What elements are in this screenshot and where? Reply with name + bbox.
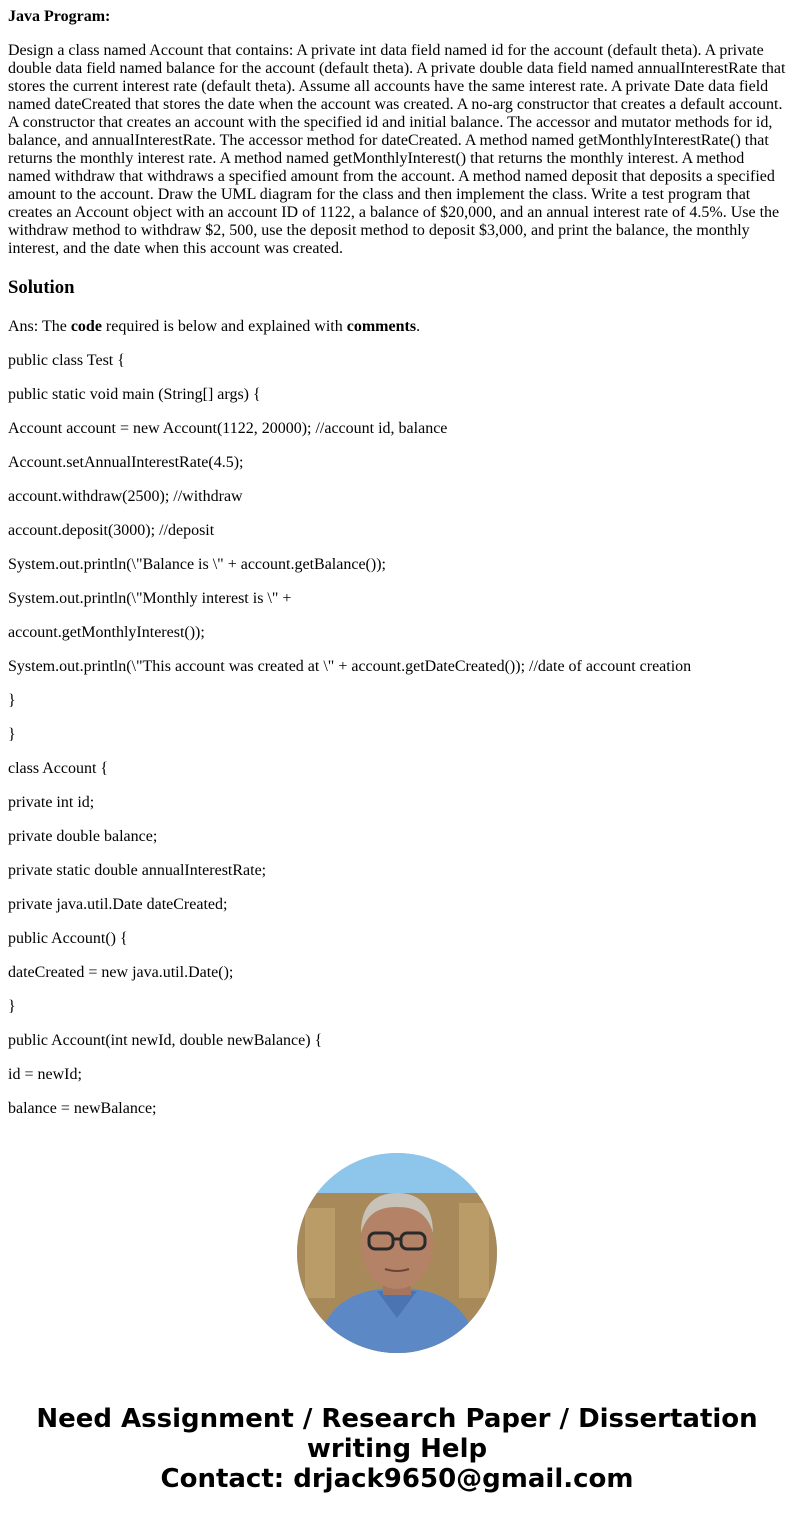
code-line: private java.util.Date dateCreated; (8, 896, 228, 913)
code-line: class Account { (8, 760, 109, 777)
answer-bold-code: code (70, 318, 102, 335)
promo-contact-line: Contact: drjack9650@gmail.com (160, 1464, 634, 1494)
code-listing (8, 352, 788, 1118)
code-line: public Account() { (8, 930, 128, 947)
answer-prefix: Ans: The (8, 318, 71, 335)
answer-middle: required is below and explained with (101, 318, 347, 335)
code-line: System.out.println(\"Balance is \" + account.getBalance()); (8, 556, 386, 573)
code-line: System.out.println(\"This account was created at \" + account.getDateCreated()); //date of account creation (8, 658, 692, 675)
code-line: account.deposit(3000); //deposit (8, 522, 215, 539)
promo-footer (0, 1404, 794, 1494)
answer-suffix: . (416, 318, 421, 335)
answer-bold-comments: comments (346, 318, 417, 335)
promo-line-2: writing Help (306, 1434, 488, 1464)
code-line: balance = newBalance; (8, 1100, 157, 1117)
answer-intro (8, 318, 788, 336)
code-line: public class Test { (8, 352, 125, 369)
photo-wall-panel-right (459, 1203, 489, 1298)
person-portrait-icon (297, 1153, 497, 1353)
code-line: } (8, 726, 16, 743)
document-content (8, 0, 788, 1118)
code-line: private static double annualInterestRate; (8, 862, 267, 879)
photo-wall-panel-left (305, 1208, 335, 1298)
code-line: public static void main (String[] args) { (8, 386, 261, 403)
code-line: Account.setAnnualInterestRate(4.5); (8, 454, 244, 471)
code-line: } (8, 998, 16, 1015)
code-line: } (8, 692, 16, 709)
question-title: Java Program: (8, 8, 111, 25)
code-line: dateCreated = new java.util.Date(); (8, 964, 234, 981)
code-line: account.withdraw(2500); //withdraw (8, 488, 243, 505)
code-line: account.getMonthlyInterest()); (8, 624, 205, 641)
code-line: private int id; (8, 794, 95, 811)
promo-line-1: Need Assignment / Research Paper / Dissertation (36, 1404, 758, 1434)
code-line: private double balance; (8, 828, 158, 845)
author-photo (297, 1153, 497, 1353)
code-line: System.out.println(\"Monthly interest is \" + (8, 590, 292, 607)
solution-heading: Solution (8, 277, 75, 298)
question-body: Design a class named Account that contains: A private int data field named id for the account (default theta). A private double data field named balance for the account (default theta). A private double data field named annualInterestRate that stores the current interest rate (default theta). Assume all accounts have the same interest rate. A private Date data field named dateCreated that stores the date when the account was created. A no-arg constructor that creates a default account. A constructor that creates an account with the specified id and initial balance. The accessor and mutator methods for id, balance, and annualInterestRate. The accessor method for dateCreated. A method named getMonthlyInterestRate() that returns the monthly interest rate. A method named getMonthlyInterest() that returns the monthly interest. A method named withdraw that withdraws a specified amount from the account. A method named deposit that deposits a specified amount to the account. Draw the UML diagram for the class and then implement the class. Write a test program that creates an Account object with an account ID of 1122, a balance of $20,000, and an annual interest rate of 4.5%. Use the withdraw method to withdraw $2, 500, use the deposit method to deposit $3,000, and print the balance, the monthly interest, and the date when this account was created. (8, 42, 786, 257)
code-line: id = newId; (8, 1066, 82, 1083)
code-line: Account account = new Account(1122, 20000); //account id, balance (8, 420, 448, 437)
code-line: public Account(int newId, double newBalance) { (8, 1032, 323, 1049)
